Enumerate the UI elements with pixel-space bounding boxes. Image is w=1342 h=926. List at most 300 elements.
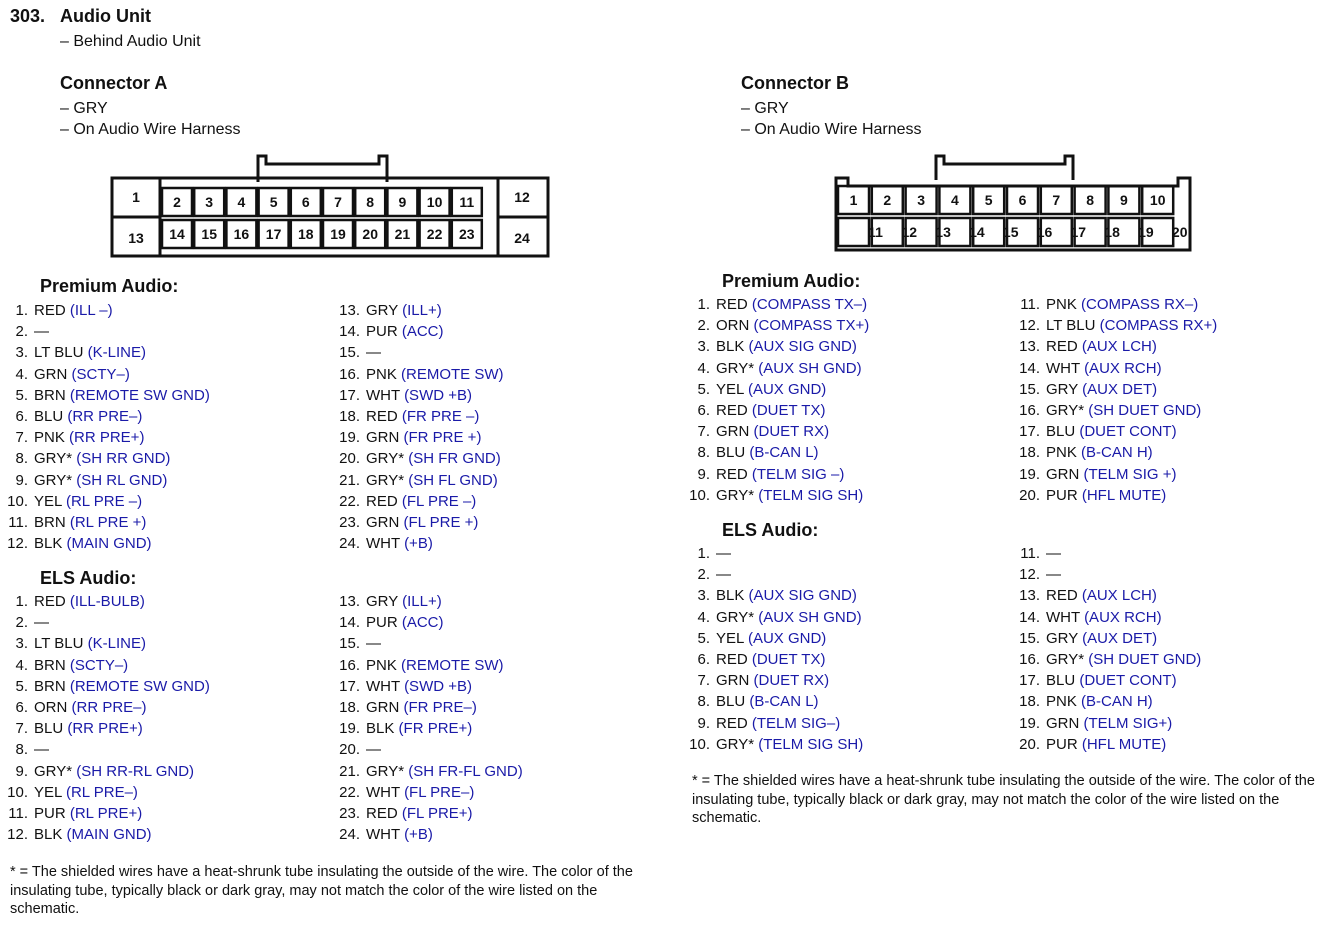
wire-color: —	[716, 566, 731, 584]
pin-row	[334, 491, 476, 512]
pin-number: 16.	[339, 656, 360, 674]
wire-color: GRY	[366, 593, 398, 610]
pin-function: (RR PRE+)	[67, 720, 143, 738]
pin-number: 15.	[1019, 629, 1040, 647]
pin-row	[2, 406, 142, 427]
pin-label: 24	[514, 230, 530, 246]
pin-number: 21.	[339, 471, 360, 489]
pin-number: 21.	[339, 762, 360, 780]
pin-number: 2.	[15, 323, 28, 341]
pin-number: 24.	[339, 826, 360, 844]
pin-function: (SCTY–)	[69, 656, 129, 674]
pin-function: (HFL MUTE)	[1081, 735, 1167, 753]
pin-number: 23.	[339, 514, 360, 531]
wire-color: PUR	[366, 614, 398, 632]
pin-function: (ILL –)	[69, 302, 113, 319]
pin-number: 23.	[339, 805, 360, 822]
pin-number: 4.	[697, 359, 710, 377]
pin-number: 18.	[339, 699, 360, 716]
pin-label: 7	[334, 194, 342, 210]
wire-color: PUR	[1046, 735, 1078, 753]
pin-row	[334, 470, 498, 491]
pin-number: 14.	[1019, 359, 1040, 377]
wire-color: GRY*	[716, 486, 755, 504]
wire-color: —	[366, 741, 381, 759]
connector-a-color: – GRY	[60, 100, 108, 117]
pin-function: (SH RR GND)	[76, 450, 171, 468]
wire-color: YEL	[34, 783, 62, 801]
pin-function: (DUET CONT)	[1079, 672, 1177, 690]
pin-number: 17.	[1019, 423, 1040, 441]
pin-number: 3.	[15, 344, 28, 362]
pin-function: (B-CAN H)	[1081, 444, 1153, 462]
pin-row	[1014, 400, 1201, 421]
pin-label: 15	[201, 226, 217, 242]
pin-number: 10.	[7, 492, 28, 510]
pin-row	[1014, 294, 1198, 315]
wire-color: PNK	[1046, 693, 1077, 711]
pin-label: 2	[173, 194, 181, 210]
pin-function: (HFL MUTE)	[1081, 486, 1167, 504]
pin-number: 5.	[15, 677, 28, 695]
pin-function: (ILL-BULB)	[69, 593, 145, 610]
pin-function: (ACC)	[401, 614, 444, 632]
pin-row	[1014, 564, 1061, 585]
wire-color: YEL	[34, 492, 62, 510]
wire-color: WHT	[366, 783, 400, 801]
wire-color: PUR	[366, 323, 398, 341]
wire-color: LT BLU	[34, 635, 84, 653]
wire-color: GRY*	[366, 762, 405, 780]
pin-row	[334, 612, 444, 633]
pin-label: 13	[128, 230, 144, 246]
pin-row	[334, 761, 523, 782]
pin-number: 20.	[339, 450, 360, 468]
pin-row	[334, 676, 472, 697]
pin-row	[1014, 713, 1172, 734]
pin-label: 21	[394, 226, 411, 242]
wire-color: —	[34, 614, 49, 632]
pin-row	[684, 294, 867, 315]
pin-row	[2, 385, 210, 406]
pin-row	[684, 649, 825, 670]
pin-row	[2, 533, 152, 554]
pin-number: 13.	[339, 593, 360, 610]
wire-color: —	[1046, 566, 1061, 584]
pin-row	[684, 336, 857, 357]
pin-function: (SWD +B)	[404, 386, 472, 404]
wire-color: —	[1046, 545, 1061, 562]
pin-function: (FR PRE –)	[401, 408, 480, 425]
connector-a-footnote: * = The shielded wires have a heat-shrunk tube insulating the outside of the wire. The color of the insulating tube, typically black or dark gray, may not match the color of the wire listed on the schematic.	[10, 864, 633, 917]
pin-row	[334, 803, 473, 824]
pin-function: (TELM SIG SH)	[758, 735, 864, 753]
pin-number: 11.	[8, 514, 28, 531]
pin-function: (TELM SIG +)	[1083, 465, 1177, 483]
connector-b-premium-heading: Premium Audio:	[722, 271, 861, 291]
wire-color: GRN	[366, 514, 400, 531]
wire-color: WHT	[366, 386, 400, 404]
pin-row	[2, 697, 147, 718]
pin-function: (REMOTE SW GND)	[69, 386, 210, 404]
pin-row	[334, 718, 472, 739]
pin-row	[684, 464, 844, 485]
pin-number: 1.	[15, 302, 28, 319]
pin-row	[2, 427, 144, 448]
wire-color: BLU	[716, 693, 746, 711]
pin-function: (COMPASS RX+)	[1099, 317, 1218, 335]
pin-row	[1014, 628, 1157, 649]
wire-color: —	[34, 741, 49, 759]
pin-number: 8.	[697, 693, 710, 711]
wire-color: YEL	[716, 380, 744, 398]
pin-row	[334, 512, 478, 533]
pin-row	[1014, 421, 1177, 442]
pin-label: 20	[362, 226, 378, 242]
pin-function: (COMPASS RX–)	[1081, 296, 1199, 313]
pin-row	[684, 628, 826, 649]
wire-color: GRN	[716, 423, 750, 441]
pin-row	[2, 739, 49, 760]
pin-number: 10.	[689, 735, 710, 753]
wire-color: RED	[716, 465, 748, 483]
connector-b-title: Connector B	[741, 73, 849, 93]
pin-function: (SH FL GND)	[408, 471, 498, 489]
pin-row	[1014, 358, 1162, 379]
pin-function: (AUX SIG GND)	[748, 338, 857, 356]
wire-color: PNK	[366, 365, 397, 383]
wire-color: GRN	[1046, 465, 1080, 483]
pin-function: (REMOTE SW)	[401, 656, 504, 674]
pin-row	[684, 421, 829, 442]
pin-row	[2, 470, 167, 491]
wire-color: RED	[716, 651, 748, 668]
pin-function: (RR PRE–)	[71, 699, 147, 716]
pin-row	[2, 761, 194, 782]
pin-function: (TELM SIG–)	[751, 714, 841, 732]
pin-row	[1014, 734, 1166, 755]
pin-number: 22.	[339, 783, 360, 801]
pin-row	[684, 400, 825, 421]
pin-number: 18.	[1019, 693, 1040, 711]
pin-row	[2, 512, 146, 533]
pin-number: 9.	[697, 465, 710, 483]
pin-number: 11.	[1020, 545, 1040, 562]
pin-number: 17.	[1019, 672, 1040, 690]
pin-label: 14	[969, 224, 985, 240]
pin-number: 19.	[1019, 465, 1040, 483]
wire-color: BLU	[34, 408, 64, 425]
pin-number: 18.	[1019, 444, 1040, 462]
pin-function: (RL PRE –)	[65, 492, 143, 510]
pin-row	[1014, 585, 1157, 606]
pin-label: 1	[849, 192, 858, 208]
pin-number: 5.	[15, 386, 28, 404]
pin-row	[1014, 315, 1217, 336]
pin-number: 12.	[1019, 566, 1040, 584]
pin-number: 14.	[1019, 608, 1040, 626]
pin-number: 10.	[7, 783, 28, 801]
wire-color: WHT	[1046, 359, 1080, 377]
wire-color: RED	[34, 302, 66, 319]
wire-color: ORN	[716, 317, 750, 335]
pin-number: 7.	[697, 423, 710, 441]
pin-number: 15.	[339, 635, 360, 653]
pin-row	[2, 824, 152, 845]
wire-color: PNK	[366, 656, 397, 674]
wire-color: RED	[1046, 338, 1078, 356]
pin-label: 17	[1070, 224, 1087, 240]
connector-b-harness: – On Audio Wire Harness	[741, 121, 922, 138]
pin-function: (K-LINE)	[87, 635, 146, 653]
wire-color: PNK	[34, 429, 65, 447]
pin-number: 9.	[15, 762, 28, 780]
pin-number: 24.	[339, 535, 360, 553]
pin-function: (AUX GND)	[747, 629, 827, 647]
wire-color: GRY*	[1046, 651, 1085, 668]
pin-number: 6.	[697, 651, 710, 668]
pin-number: 16.	[1019, 651, 1040, 668]
pin-label: 8	[366, 194, 375, 210]
pin-function: (AUX RCH)	[1084, 608, 1162, 626]
pin-row	[2, 803, 142, 824]
pin-number: 13.	[1019, 338, 1040, 356]
pin-number: 20.	[339, 741, 360, 759]
pin-label: 18	[1104, 224, 1120, 240]
wire-color: GRY*	[366, 471, 405, 489]
pin-row	[334, 655, 504, 676]
pin-function: (RR PRE+)	[69, 429, 145, 447]
pin-label: 12	[514, 189, 530, 205]
wire-color: BRN	[34, 514, 66, 531]
wire-color: BLK	[716, 587, 745, 605]
pin-number: 10.	[689, 486, 710, 504]
pin-number: 19.	[339, 720, 360, 738]
pin-label: 10	[426, 194, 443, 210]
pin-function: (B-CAN L)	[749, 444, 819, 462]
pin-number: 6.	[15, 699, 28, 716]
pin-function: (ACC)	[401, 323, 444, 341]
pin-function: (AUX RCH)	[1084, 359, 1162, 377]
pin-function: (AUX SH GND)	[758, 608, 862, 626]
pin-function: (FL PRE –)	[401, 492, 477, 510]
wire-color: RED	[716, 296, 748, 313]
pin-function: (TELM SIG SH)	[758, 486, 864, 504]
pin-row	[2, 491, 142, 512]
wire-color: RED	[716, 714, 748, 732]
wire-color: RED	[366, 492, 398, 510]
pin-function: (AUX GND)	[747, 380, 827, 398]
pin-number: 9.	[15, 471, 28, 489]
wire-color: GRY*	[34, 471, 73, 489]
pin-function: (AUX SIG GND)	[748, 587, 857, 605]
pin-function: (REMOTE SW GND)	[69, 677, 210, 695]
pin-number: 6.	[15, 408, 28, 425]
pin-number: 20.	[1019, 486, 1040, 504]
pin-label: 11	[868, 224, 883, 240]
pin-label: 12	[901, 224, 918, 240]
pin-row	[334, 364, 504, 385]
pin-row	[1014, 670, 1177, 691]
pin-label: 19	[1138, 224, 1154, 240]
pin-row	[684, 379, 826, 400]
pin-number: 4.	[15, 656, 28, 674]
pin-function: (SWD +B)	[404, 677, 472, 695]
pin-row	[684, 442, 819, 463]
wire-color: BLK	[34, 826, 63, 844]
pin-row	[2, 612, 49, 633]
pin-row	[334, 824, 433, 845]
connector-b-els-heading: ELS Audio:	[722, 520, 819, 540]
pin-row	[2, 591, 145, 612]
pin-label: 5	[984, 192, 993, 208]
wire-color: WHT	[1046, 608, 1080, 626]
section-number: 303.	[10, 6, 46, 26]
wire-color: GRY	[366, 302, 398, 319]
wire-color: GRY*	[716, 735, 755, 753]
pin-label: 3	[205, 194, 214, 210]
pin-function: (COMPASS TX+)	[753, 317, 870, 335]
pin-number: 5.	[697, 380, 710, 398]
pin-row	[684, 691, 819, 712]
connector-a-title: Connector A	[60, 73, 168, 93]
wire-color: ORN	[34, 699, 68, 716]
pin-function: (FR PRE +)	[403, 429, 482, 447]
pin-label: 2	[883, 192, 892, 208]
pin-function: (REMOTE SW)	[401, 365, 504, 383]
wire-color: RED	[366, 805, 398, 822]
pin-number: 3.	[15, 635, 28, 653]
pin-row	[2, 718, 143, 739]
wire-color: BRN	[34, 677, 66, 695]
pin-row	[334, 448, 501, 469]
pin-label: 8	[1086, 192, 1094, 208]
pin-row	[1014, 379, 1157, 400]
pin-row	[1014, 464, 1176, 485]
pin-number: 14.	[339, 614, 360, 632]
wire-color: GRN	[1046, 714, 1080, 732]
pin-row	[1014, 336, 1157, 357]
pin-function: (RL PRE+)	[69, 805, 143, 822]
pin-row	[684, 543, 731, 564]
pin-row	[334, 533, 433, 554]
pin-function: (AUX DET)	[1082, 629, 1158, 647]
pin-function: (B-CAN L)	[749, 693, 819, 711]
pin-label: 3	[917, 192, 925, 208]
pin-number: 8.	[15, 450, 28, 468]
pin-function: (DUET TX)	[751, 402, 826, 419]
pin-function: (SH RL GND)	[76, 471, 168, 489]
wire-color: BLK	[716, 338, 745, 356]
pin-label: 18	[298, 226, 314, 242]
pin-label: 22	[426, 226, 443, 242]
pin-label: 19	[330, 226, 346, 242]
pin-row	[334, 321, 444, 342]
wire-color: GRY*	[366, 450, 405, 468]
pin-row	[684, 315, 869, 336]
wire-color: WHT	[366, 535, 400, 553]
pin-number: 19.	[339, 429, 360, 447]
pin-function: (MAIN GND)	[66, 535, 152, 553]
pin-number: 6.	[697, 402, 710, 419]
pin-number: 1.	[15, 593, 28, 610]
pin-function: (TELM SIG –)	[751, 465, 845, 483]
pin-number: 7.	[697, 672, 710, 690]
pin-number: 5.	[697, 629, 710, 647]
pin-label: 4	[951, 192, 959, 208]
pin-row	[334, 739, 381, 760]
pin-row	[2, 655, 128, 676]
pin-label: 15	[1002, 224, 1019, 240]
pin-label: 6	[1018, 192, 1027, 208]
pin-function: (SH RR-RL GND)	[76, 762, 195, 780]
wire-color: RED	[1046, 587, 1078, 605]
pin-function: (DUET CONT)	[1079, 423, 1177, 441]
pin-number: 13.	[339, 302, 360, 319]
pin-function: (AUX LCH)	[1081, 338, 1157, 356]
pin-label: 20	[1171, 224, 1188, 240]
pin-number: 18.	[339, 408, 360, 425]
pin-number: 20.	[1019, 735, 1040, 753]
pin-number: 4.	[15, 365, 28, 383]
pin-row	[2, 342, 146, 363]
pin-number: 13.	[1019, 587, 1040, 605]
pin-row	[1014, 543, 1061, 564]
connector-b-diagram	[830, 150, 1198, 258]
pin-row	[2, 448, 170, 469]
wire-color: BLK	[34, 535, 63, 553]
pin-row	[1014, 485, 1166, 506]
wire-color: —	[366, 344, 381, 362]
connector-a-els-heading: ELS Audio:	[40, 568, 137, 588]
wire-color: BRN	[34, 386, 66, 404]
pin-row	[334, 342, 381, 363]
pin-number: 1.	[697, 296, 710, 313]
pin-function: (FR PRE+)	[398, 720, 473, 738]
connector-b-color: – GRY	[741, 100, 789, 117]
pin-number: 2.	[697, 317, 710, 335]
pin-function: (SH DUET GND)	[1088, 651, 1202, 668]
pin-label: 9	[1120, 192, 1128, 208]
connector-a-harness: – On Audio Wire Harness	[60, 121, 241, 138]
page-title: Audio Unit	[60, 6, 151, 26]
wire-color: BLU	[1046, 423, 1076, 441]
pin-function: (RL PRE–)	[65, 783, 138, 801]
pin-row	[684, 358, 862, 379]
pin-row	[334, 427, 481, 448]
pin-number: 7.	[15, 429, 28, 447]
pin-row	[1014, 691, 1153, 712]
pin-number: 12.	[7, 826, 28, 844]
pin-number: 9.	[697, 714, 710, 732]
wire-color: —	[366, 635, 381, 653]
pin-function: (RL PRE +)	[69, 514, 147, 531]
pin-number: 7.	[15, 720, 28, 738]
wire-color: BLK	[366, 720, 395, 738]
pin-function: (SH FR-FL GND)	[408, 762, 523, 780]
wire-color: PUR	[1046, 486, 1078, 504]
pin-number: 3.	[697, 587, 710, 605]
wire-color: —	[34, 323, 49, 341]
pin-label: 6	[301, 194, 310, 210]
pin-row	[2, 321, 49, 342]
pin-function: (SH DUET GND)	[1088, 402, 1202, 419]
wire-color: PNK	[1046, 444, 1077, 462]
wire-color: YEL	[716, 629, 744, 647]
pin-label: 23	[459, 226, 475, 242]
pin-number: 15.	[339, 344, 360, 362]
pin-row	[1014, 442, 1153, 463]
